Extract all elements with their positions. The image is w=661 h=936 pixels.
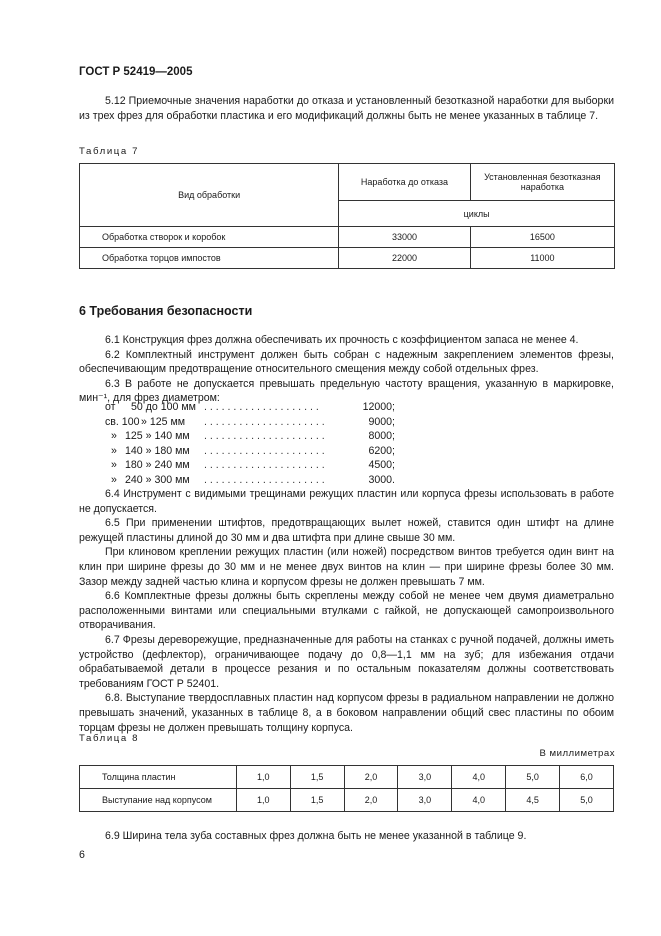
document-id: ГОСТ Р 52419—2005 [79,66,193,78]
table-8-cell: 4,5 [506,789,560,812]
paragraph-6-7: 6.7 Фрезы дереворежущие, предназначенные для работы на станках с ручной подачей, должны иметь устройство (дефлектор), ограничивающее подачу до 0,8—1,1 мм на зуб; для избежания отдачи обрабатываемой детали в процессе резания и по остальным показателям должны соответствовать требованиям ГОСТ Р 52401. [79,633,614,690]
table-row [80,227,615,248]
table-8-row-label: Толщина пластин [80,766,237,789]
table-7-header-mtbf: Наработка до отказа [339,164,471,201]
table-8-cell: 6,0 [560,766,614,789]
table-7-unit: циклы [339,201,615,227]
table-8-cell: 3,0 [398,766,452,789]
table-7-cell: 22000 [339,248,471,269]
paragraph-6-4: 6.4 Инструмент с видимыми трещинами режущих пластин или корпуса фрезы использовать в работе не допускается. [79,488,614,515]
list-item: от 50 до 100 мм . . . . . . . . . . . . . . . . . . . . 12000; [105,401,395,413]
table-7 [79,163,615,269]
paragraph-6-6: 6.6 Комплектные фрезы должны быть скреплены между собой не менее чем двумя диаметрально расположенными винтами или специальными втулками с гайкой, не допускающей самопроизвольного отворачивания. [79,590,614,632]
table-8-cell: 1,5 [290,789,344,812]
table-8-row-label: Выступание над корпусом [80,789,237,812]
table-7-header-fail-free: Установленная безотказная наработка [470,164,614,201]
paragraph-6-8: 6.8. Выступание твердосплавных пластин над корпусом фрезы в радиальном направлении не должно превышать значений, указанных в таблице 8, а в боковом направлении общий свес пластины по обоим торцам фрезы не должен превышать толщину корпуса. [79,692,614,734]
table-8-cell: 1,5 [290,766,344,789]
table-8-caption: Таблица 8 [79,733,140,744]
paragraph-6-1: 6.1 Конструкция фрез должна обеспечивать их прочность с коэффициентом запаса не менее 4. [105,334,579,346]
table-7-header-kind: Вид обработки [80,164,339,227]
table-8-cell: 1,0 [236,766,290,789]
paragraph-6-5: 6.5 При применении штифтов, предотвращающих вылет ножей, ставится один штифт на длине режущей пластины длиной до 30 мм и два штифта при длине свыше 30 мм. [79,517,614,544]
list-item: » 125 » 140 мм . . . . . . . . . . . . . . . . . . . . . 8000; [111,430,395,443]
table-8-cell: 2,0 [344,789,398,812]
paragraph-6-3: 6.3 В работе не допускается превышать предельную частоту вращения, указанную в маркировке, мин⁻¹, для фрез диаметром: [79,377,614,405]
list-item: » 140 » 180 мм . . . . . . . . . . . . . . . . . . . . . 6200; [111,444,395,457]
table-7-cell: 16500 [470,227,614,248]
table-8-cell: 3,0 [398,789,452,812]
table-row [80,248,615,269]
table-7-cell: 33000 [339,227,471,248]
section-6-title: 6 Требования безопасности [79,304,253,318]
table-8 [79,765,614,812]
table-8-cell: 4,0 [452,789,506,812]
page-number: 6 [79,849,85,861]
table-8-cell: 4,0 [452,766,506,789]
list-item: » 240 » 300 мм . . . . . . . . . . . . . . . . . . . . . 3000. [111,473,395,486]
table-row [80,789,614,812]
table-8-units: В миллиметрах [539,748,615,759]
paragraph-6-2: 6.2 Комплектный инструмент должен быть собран с надежным закреплением элементов фрезы, обеспечивающим предотвращение относительного смещения между собой отдельных фрез. [79,348,614,376]
table-7-caption: Таблица 7 [79,146,140,157]
list-item: » 180 » 240 мм . . . . . . . . . . . . . . . . . . . . . 4500; [111,459,395,472]
paragraph-6-5-wedge: При клиновом креплении режущих пластин (или ножей) посредством винтов требуется один винт на клин при ширине фрезы до 30 мм и не менее двух винтов на клин — при ширине фрезы более 30 мм. Зазор между задней частью клина и корпусом фрезы не должен превышать 7 мм. [79,546,614,588]
table-8-cell: 5,0 [560,789,614,812]
table-8-cell: 2,0 [344,766,398,789]
table-8-cell: 1,0 [236,789,290,812]
paragraph-6-9: 6.9 Ширина тела зуба составных фрез должна быть не менее указанной в таблице 9. [105,830,527,842]
speed-list [79,400,409,488]
table-8-cell: 5,0 [506,766,560,789]
table-7-cell: Обработка створок и коробок [80,227,339,248]
table-7-cell: Обработка торцов импостов [80,248,339,269]
paragraph-5-12: 5.12 Приемочные значения наработки до отказа и установленный безотказной наработки для выборки из трех фрез для обработки пластика и его модификаций должны быть не менее указанных в таблице 7. [79,95,614,122]
table-7-cell: 11000 [470,248,614,269]
table-row [80,766,614,789]
list-item: св. 100 » 125 мм . . . . . . . . . . . . . . . . . . . . . 9000; [105,415,395,428]
